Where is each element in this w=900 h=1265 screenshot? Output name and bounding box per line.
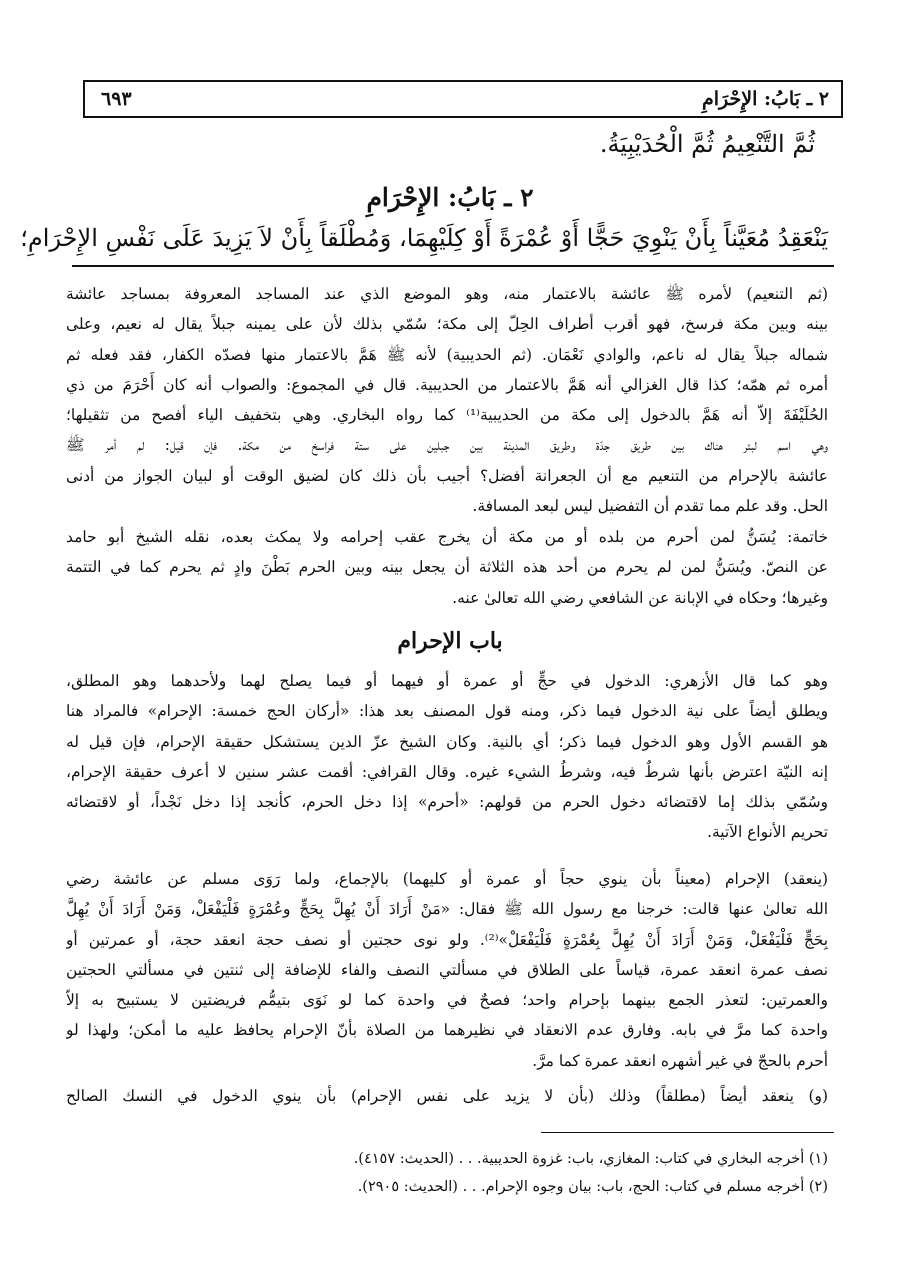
chapter-heading: ٢ ـ بَابُ: الإِحْرَامِ <box>366 183 534 212</box>
commentary-paragraph-4 <box>66 864 828 1076</box>
page-number: ٦٩٣ <box>101 88 132 110</box>
text-line: إنه النيّة اعترض بأنها شرطٌ فيه، وشرطُ الشيء غيره. وقال القرافي: أقمت عشر سنين لا أعرف حقيقة الإحرام، <box>66 762 828 781</box>
text-line: الحل. وقد علم مما تقدم أن التفضيل ليس لبعد المسافة. <box>472 497 828 516</box>
text-line: هو القسم الأول وهو الدخول فيما ذكر؛ أي بالنية. وكان الشيخ عزّ الدين يستشكل حقيقة الإحرام، فإن قيل له <box>66 732 828 751</box>
text-line: عائشة بالإحرام من التنعيم مع أن الجعرانة أفضل؟ أجيب بأن ذلك كان لضيق الوقت أو لبيان الجواز من أدنى <box>66 466 828 485</box>
text-line: بينه وبين مكة فرسخ، فهو أقرب أطراف الحِلّ إلى مكة؛ سُمّي بذلك لأن على يمينه جبلاً يقال له نعيم، وعلى <box>66 315 828 334</box>
text-line: (و) ينعقد أيضاً (مطلقاً) وذلك (بأن لا يزيد على نفس الإحرام) بأن ينوي الدخول في النسك الصالح <box>66 1087 828 1105</box>
text-line: (ثم التنعيم) لأمره ﷺ عائشة بالاعتمار منه، وهو الموضع الذي عند المساجد المعروفة بمساجد عائشة <box>66 285 828 303</box>
matn-continuation: ثُمَّ التَّنْعِيمُ ثُمَّ الْحُدَيْبِيَةُ. <box>599 130 815 158</box>
khatima-paragraph <box>66 522 828 613</box>
commentary-paragraph-3 <box>66 666 828 848</box>
text-line: (ينعقد) الإحرام (معيناً بأن ينوي حجاً أو عمرة أو كليهما) بالإجماع، ولما رَوَى مسلم عن عائشة رضي <box>66 870 828 888</box>
running-title: ٢ ـ بَابُ: الإِحْرَامِ <box>702 88 829 110</box>
running-header <box>83 80 843 118</box>
footnote-divider <box>541 1132 834 1133</box>
footnotes <box>66 1145 828 1201</box>
text-line: الحُلَيْفَةَ إلاّ أنه هَمَّ بالدخول إلى مكة من الحديبية⁽¹⁾ كما رواه البخاري. وهي بتخفيف الياء أفصح من تثقيلها؛ <box>66 406 828 425</box>
text-line: أمره ثم همّه؛ كذا قال الغزالي أنه هَمَّ بالاعتمار من الحديبية. قال في المجموع: والصواب أنه كان أَحْرَمَ من ذي <box>66 375 828 394</box>
footnote: (٢) أخرجه مسلم في كتاب: الحج، باب: بيان وجوه الإحرام. . . (الحديث: ٢٩٠٥). <box>357 1179 828 1195</box>
text-line: واحدة كما مرَّ في بابه. وفارق عدم الانعقاد في نظيرهما من الصلاة بأنّ الإحرام يحافظ عليه ما أمكن؛ ولهذا لو <box>66 1021 828 1040</box>
matn-text: يَنْعَقِدُ مُعَيَّناً بِأَنْ يَنْوِيَ حَجًّا أَوْ عُمْرَةً أَوْ كِلَيْهِمَا، وَمُطْلَقاً بِأَنْ لاَ يَزِيدَ عَلَى نَفْسِ الإِحْرَامِ؛ <box>20 224 828 252</box>
section-heading: باب الإحرام <box>397 628 503 654</box>
text-line: تحريم الأنواع الآتية. <box>707 823 828 842</box>
text-line: الله تعالىٰ عنها قالت: خرجنا مع رسول الله ﷺ فقال: «مَنْ أَرَادَ أَنْ يُهِلَّ بِحَجٍّ وعُمْرَةٍ فَلْيَفْعَلْ، وَمَنْ أَرَادَ أَنْ يُهِلَّ <box>66 900 828 919</box>
text-line: والعمرتين: لتعذر الجمع بينهما بإحرام واحد؛ فصحٌ في واحدة كما لو نَوَى بتيمُّم فريضتين لا يستبيح به إلاّ <box>66 991 828 1010</box>
text-line: وسُمّي بذلك إما لاقتضائه دخول الحرم من قولهم: «أحرم» إذا دخل الحرم، كأنجد إذا دخل نَجْداً، أو لاقتضائه <box>66 793 828 812</box>
footnote: (١) أخرجه البخاري في كتاب: المغازي، باب: غزوة الحديبية. . . (الحديث: ٤١٥٧). <box>353 1151 828 1167</box>
text-line: أحرم بالحجّ في غير أشهره انعقد عمرة كما مرَّ. <box>532 1051 828 1070</box>
text-line: نصف عمرة انعقد عمرة، قياساً على الطلاق في مسألتي النصف والفاء للإضافة إلى ثنتين في مسألتي الحجتين <box>66 960 828 979</box>
text-line: ويطلق أيضاً على نية الدخول فيما ذكر، ومنه قول المصنف بعد هذا: «أركان الحج خمسة: الإحرام» فالمراد هنا <box>66 702 828 721</box>
text-line: عن النصّ. ويُسَنُّ لمن لم يحرم من أحد هذه الثلاثة أن يجعل بينه وبين الحرم بَطْنَ وادٍ ثم يحرم كما في التتمة <box>66 558 828 577</box>
commentary-paragraph-5 <box>66 1081 828 1111</box>
text-line: بِحَجٍّ فَلْيَفْعَلْ، وَمَنْ أَرَادَ أَنْ يُهِلَّ بِعُمْرَةٍ فَلْيَفْعَلْ»⁽²⁾. ولو نوى حجتين أو نصف حجة انعقد حجة، أو عمرتين أو <box>66 930 828 949</box>
text-line: وغيرها؛ وحكاه في الإبانة عن الشافعي رضي الله تعالىٰ عنه. <box>452 588 828 607</box>
text-line: وهو كما قال الأزهري: الدخول في حجٍّ أو عمرة أو فيهما أو فيما يصلح لهما ولأحدهما وهو المطلق، <box>66 672 828 690</box>
commentary-paragraph-1 <box>66 279 828 521</box>
matn-divider <box>72 265 834 267</box>
text-line: خاتمة: يُسَنُّ لمن أحرم من بلده أو من مكة أن يخرج عقب إحرامه ولا يمكث بعده، نقله الشيخ أبو حامد <box>66 528 828 546</box>
text-line: وهي اسم لبئر هناك بين طريق جدّة وطريق المدينة بين جبلين على ستة فراسخ من مكة. فإن قيل: لم أمر ﷺ <box>66 436 828 455</box>
text-line: شماله جبلاً يقال له ناعم، والوادي نَعْمَان. (ثم الحديبية) لأنه ﷺ هَمَّ بالاعتمار منها فصدّه الكفار، فقد فعله ثم <box>66 345 828 364</box>
